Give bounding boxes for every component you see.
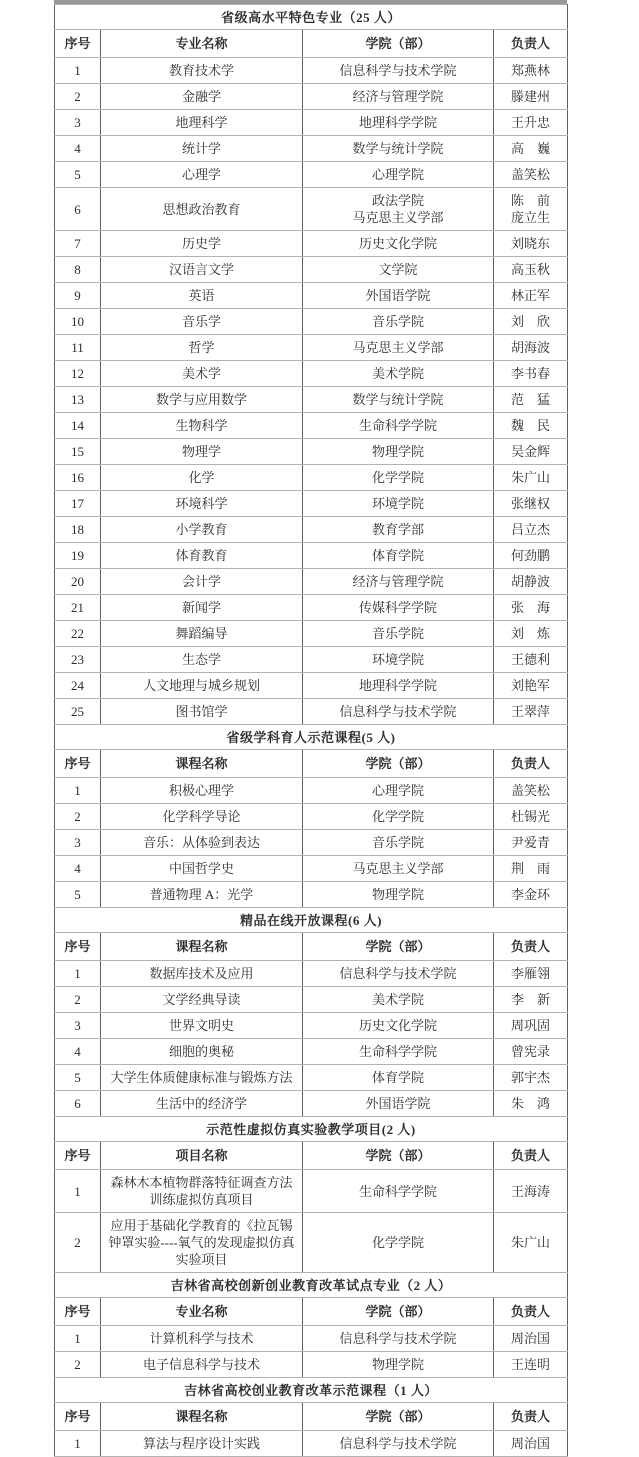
cell-index: 13: [55, 387, 101, 413]
cell-index: 8: [55, 257, 101, 283]
cell-college: 历史文化学院: [303, 231, 494, 257]
cell-college: 数学与统计学院: [303, 136, 494, 162]
cell-person: 胡静波: [494, 569, 568, 595]
column-header-cell-index: 序号: [55, 1298, 101, 1326]
cell-name: 化学: [101, 465, 303, 491]
cell-name: 生态学: [101, 647, 303, 673]
column-header-cell-name: 课程名称: [101, 933, 303, 961]
cell-name: 舞蹈编导: [101, 621, 303, 647]
cell-person: 曾宪录: [494, 1039, 568, 1065]
cell-college: 马克思主义学部: [303, 856, 494, 882]
cell-index: 24: [55, 673, 101, 699]
cell-person: 魏 民: [494, 413, 568, 439]
column-header-row: [55, 1142, 568, 1170]
cell-name: 大学生体质健康标准与锻炼方法: [101, 1065, 303, 1091]
cell-college: 传媒科学学院: [303, 595, 494, 621]
table-row: [55, 335, 568, 361]
table-row: [55, 595, 568, 621]
section-row: [55, 1273, 568, 1298]
cell-name: 统计学: [101, 136, 303, 162]
cell-name: 小学教育: [101, 517, 303, 543]
cell-person: 何劲鹏: [494, 543, 568, 569]
cell-name: 电子信息科学与技术: [101, 1352, 303, 1378]
table-row: [55, 778, 568, 804]
column-header-row: [55, 1403, 568, 1431]
cell-index: 3: [55, 110, 101, 136]
cell-person: 周巩固: [494, 1013, 568, 1039]
cell-person: 盖笑松: [494, 778, 568, 804]
cell-person: 李金环: [494, 882, 568, 908]
cell-college: 环境学院: [303, 647, 494, 673]
cell-college: 信息科学与技术学院: [303, 58, 494, 84]
column-header-row: [55, 1298, 568, 1326]
cell-index: 4: [55, 856, 101, 882]
cell-college: 地理科学学院: [303, 673, 494, 699]
cell-person: 张继权: [494, 491, 568, 517]
table-row: [55, 1431, 568, 1457]
cell-person: 朱 鸿: [494, 1091, 568, 1117]
cell-person: 高 巍: [494, 136, 568, 162]
cell-college: 生命科学学院: [303, 1039, 494, 1065]
table-row: [55, 961, 568, 987]
table-row: [55, 517, 568, 543]
column-header-cell-name: 课程名称: [101, 1403, 303, 1431]
cell-college: 音乐学院: [303, 621, 494, 647]
cell-college: 化学学院: [303, 1213, 494, 1273]
table-row: [55, 361, 568, 387]
column-header-cell-person: 负责人: [494, 1142, 568, 1170]
table-row: [55, 1091, 568, 1117]
cell-index: 4: [55, 136, 101, 162]
table-row: [55, 188, 568, 231]
cell-index: 9: [55, 283, 101, 309]
cell-index: 5: [55, 162, 101, 188]
cell-college: 数学与统计学院: [303, 387, 494, 413]
cell-index: 2: [55, 84, 101, 110]
cell-person: 刘 欣: [494, 309, 568, 335]
column-header-cell-index: 序号: [55, 750, 101, 778]
cell-college: 化学学院: [303, 465, 494, 491]
cell-college: 化学学院: [303, 804, 494, 830]
cell-name: 化学科学导论: [101, 804, 303, 830]
column-header-cell-college: 学院（部）: [303, 30, 494, 58]
column-header-cell-person: 负责人: [494, 750, 568, 778]
cell-college: 政法学院 马克思主义学部: [303, 188, 494, 231]
cell-college: 音乐学院: [303, 830, 494, 856]
column-header-row: [55, 933, 568, 961]
cell-index: 1: [55, 961, 101, 987]
table-row: [55, 1065, 568, 1091]
column-header-cell-college: 学院（部）: [303, 1403, 494, 1431]
cell-person: 胡海波: [494, 335, 568, 361]
cell-person: 滕建州: [494, 84, 568, 110]
cell-person: 范 猛: [494, 387, 568, 413]
cell-college: 生命科学学院: [303, 1170, 494, 1213]
table-row: [55, 1213, 568, 1273]
cell-college: 物理学院: [303, 882, 494, 908]
column-header-cell-index: 序号: [55, 1142, 101, 1170]
cell-name: 环境科学: [101, 491, 303, 517]
cell-index: 22: [55, 621, 101, 647]
cell-college: 生命科学学院: [303, 413, 494, 439]
cell-name: 数学与应用数学: [101, 387, 303, 413]
table-row: [55, 699, 568, 725]
cell-index: 1: [55, 1326, 101, 1352]
cell-index: 5: [55, 882, 101, 908]
column-header-cell-college: 学院（部）: [303, 933, 494, 961]
cell-college: 经济与管理学院: [303, 84, 494, 110]
cell-name: 数据库技术及应用: [101, 961, 303, 987]
cell-person: 吴金辉: [494, 439, 568, 465]
cell-name: 森林木本植物群落特征调查方法训练虚拟仿真项目: [101, 1170, 303, 1213]
cell-index: 1: [55, 1431, 101, 1457]
awards-table: [54, 4, 568, 1457]
cell-name: 物理学: [101, 439, 303, 465]
cell-name: 积极心理学: [101, 778, 303, 804]
table-row: [55, 673, 568, 699]
table-row: [55, 257, 568, 283]
cell-index: 7: [55, 231, 101, 257]
cell-index: 4: [55, 1039, 101, 1065]
section-row: [55, 1117, 568, 1142]
cell-person: 王海涛: [494, 1170, 568, 1213]
cell-person: 周治国: [494, 1326, 568, 1352]
cell-college: 心理学院: [303, 778, 494, 804]
cell-person: 高玉秋: [494, 257, 568, 283]
cell-index: 12: [55, 361, 101, 387]
cell-index: 6: [55, 1091, 101, 1117]
cell-name: 人文地理与城乡规划: [101, 673, 303, 699]
table-row: [55, 1039, 568, 1065]
cell-college: 地理科学学院: [303, 110, 494, 136]
cell-name: 地理科学: [101, 110, 303, 136]
cell-person: 吕立杰: [494, 517, 568, 543]
section-title: 示范性虚拟仿真实验教学项目(2 人): [55, 1117, 568, 1142]
column-header-cell-college: 学院（部）: [303, 1142, 494, 1170]
table-row: [55, 987, 568, 1013]
cell-name: 音乐学: [101, 309, 303, 335]
cell-index: 17: [55, 491, 101, 517]
column-header-cell-index: 序号: [55, 30, 101, 58]
cell-college: 物理学院: [303, 439, 494, 465]
cell-college: 环境学院: [303, 491, 494, 517]
cell-index: 2: [55, 1213, 101, 1273]
table-row: [55, 110, 568, 136]
table-row: [55, 830, 568, 856]
cell-person: 郑燕林: [494, 58, 568, 84]
cell-name: 英语: [101, 283, 303, 309]
cell-name: 哲学: [101, 335, 303, 361]
table-row: [55, 84, 568, 110]
cell-index: 2: [55, 987, 101, 1013]
cell-college: 外国语学院: [303, 283, 494, 309]
cell-index: 2: [55, 804, 101, 830]
cell-person: 杜锡光: [494, 804, 568, 830]
cell-name: 金融学: [101, 84, 303, 110]
table-row: [55, 1170, 568, 1213]
cell-name: 美术学: [101, 361, 303, 387]
section-title: 省级高水平特色专业（25 人）: [55, 5, 568, 30]
cell-college: 美术学院: [303, 987, 494, 1013]
cell-person: 郭宇杰: [494, 1065, 568, 1091]
table-row: [55, 413, 568, 439]
cell-college: 历史文化学院: [303, 1013, 494, 1039]
cell-college: 教育学部: [303, 517, 494, 543]
cell-person: 王升忠: [494, 110, 568, 136]
column-header-cell-name: 项目名称: [101, 1142, 303, 1170]
cell-index: 1: [55, 1170, 101, 1213]
table-row: [55, 856, 568, 882]
cell-college: 美术学院: [303, 361, 494, 387]
cell-index: 19: [55, 543, 101, 569]
cell-name: 汉语言文学: [101, 257, 303, 283]
cell-index: 15: [55, 439, 101, 465]
table-row: [55, 162, 568, 188]
cell-college: 体育学院: [303, 1065, 494, 1091]
cell-person: 刘晓东: [494, 231, 568, 257]
cell-index: 1: [55, 778, 101, 804]
cell-index: 1: [55, 58, 101, 84]
table-row: [55, 309, 568, 335]
cell-college: 外国语学院: [303, 1091, 494, 1117]
cell-college: 信息科学与技术学院: [303, 961, 494, 987]
table-row: [55, 439, 568, 465]
cell-name: 生活中的经济学: [101, 1091, 303, 1117]
table-row: [55, 882, 568, 908]
cell-person: 尹爱青: [494, 830, 568, 856]
cell-index: 3: [55, 830, 101, 856]
column-header-cell-person: 负责人: [494, 30, 568, 58]
cell-college: 信息科学与技术学院: [303, 699, 494, 725]
cell-name: 世界文明史: [101, 1013, 303, 1039]
cell-name: 生物科学: [101, 413, 303, 439]
table-row: [55, 58, 568, 84]
cell-name: 体育教育: [101, 543, 303, 569]
cell-person: 张 海: [494, 595, 568, 621]
section-row: [55, 1378, 568, 1403]
table-row: [55, 621, 568, 647]
cell-person: 周治国: [494, 1431, 568, 1457]
cell-name: 音乐：从体验到表达: [101, 830, 303, 856]
cell-name: 普通物理 A：光学: [101, 882, 303, 908]
cell-index: 10: [55, 309, 101, 335]
table-row: [55, 491, 568, 517]
column-header-cell-index: 序号: [55, 933, 101, 961]
table-row: [55, 136, 568, 162]
column-header-row: [55, 30, 568, 58]
table-row: [55, 1352, 568, 1378]
section-row: [55, 908, 568, 933]
cell-college: 经济与管理学院: [303, 569, 494, 595]
cell-index: 25: [55, 699, 101, 725]
cell-person: 林正军: [494, 283, 568, 309]
table-row: [55, 543, 568, 569]
cell-college: 信息科学与技术学院: [303, 1431, 494, 1457]
cell-name: 教育技术学: [101, 58, 303, 84]
awards-table-body: [55, 5, 568, 1457]
cell-name: 计算机科学与技术: [101, 1326, 303, 1352]
cell-index: 2: [55, 1352, 101, 1378]
cell-person: 李雁翎: [494, 961, 568, 987]
column-header-cell-person: 负责人: [494, 933, 568, 961]
cell-name: 新闻学: [101, 595, 303, 621]
section-title: 吉林省高校创业教育改革示范课程（1 人）: [55, 1378, 568, 1403]
section-row: [55, 725, 568, 750]
cell-college: 物理学院: [303, 1352, 494, 1378]
cell-name: 思想政治教育: [101, 188, 303, 231]
column-header-cell-person: 负责人: [494, 1298, 568, 1326]
cell-index: 14: [55, 413, 101, 439]
table-row: [55, 465, 568, 491]
cell-name: 图书馆学: [101, 699, 303, 725]
cell-college: 音乐学院: [303, 309, 494, 335]
cell-person: 朱广山: [494, 465, 568, 491]
cell-index: 21: [55, 595, 101, 621]
table-row: [55, 1326, 568, 1352]
cell-person: 李 新: [494, 987, 568, 1013]
column-header-cell-person: 负责人: [494, 1403, 568, 1431]
cell-college: 心理学院: [303, 162, 494, 188]
cell-name: 会计学: [101, 569, 303, 595]
cell-person: 盖笑松: [494, 162, 568, 188]
cell-college: 信息科学与技术学院: [303, 1326, 494, 1352]
table-row: [55, 569, 568, 595]
column-header-cell-name: 专业名称: [101, 30, 303, 58]
cell-index: 5: [55, 1065, 101, 1091]
cell-person: 朱广山: [494, 1213, 568, 1273]
cell-college: 马克思主义学部: [303, 335, 494, 361]
table-row: [55, 283, 568, 309]
cell-college: 文学院: [303, 257, 494, 283]
cell-person: 王翠萍: [494, 699, 568, 725]
cell-person: 陈 前 庞立生: [494, 188, 568, 231]
column-header-cell-index: 序号: [55, 1403, 101, 1431]
table-row: [55, 647, 568, 673]
section-title: 省级学科育人示范课程(5 人): [55, 725, 568, 750]
cell-name: 历史学: [101, 231, 303, 257]
table-row: [55, 387, 568, 413]
cell-name: 文学经典导读: [101, 987, 303, 1013]
column-header-cell-name: 专业名称: [101, 1298, 303, 1326]
column-header-row: [55, 750, 568, 778]
cell-name: 心理学: [101, 162, 303, 188]
cell-person: 刘艳军: [494, 673, 568, 699]
cell-name: 算法与程序设计实践: [101, 1431, 303, 1457]
cell-index: 3: [55, 1013, 101, 1039]
cell-person: 刘 炼: [494, 621, 568, 647]
cell-name: 细胞的奥秘: [101, 1039, 303, 1065]
column-header-cell-college: 学院（部）: [303, 750, 494, 778]
section-title: 吉林省高校创新创业教育改革试点专业（2 人）: [55, 1273, 568, 1298]
table-row: [55, 804, 568, 830]
cell-person: 荆 雨: [494, 856, 568, 882]
cell-name: 中国哲学史: [101, 856, 303, 882]
cell-college: 体育学院: [303, 543, 494, 569]
table-row: [55, 1013, 568, 1039]
cell-person: 王连明: [494, 1352, 568, 1378]
cell-name: 应用于基础化学教育的《拉瓦锡钟罩实验----氧气的发现虚拟仿真实验项目: [101, 1213, 303, 1273]
cell-person: 王德利: [494, 647, 568, 673]
cell-index: 18: [55, 517, 101, 543]
table-row: [55, 231, 568, 257]
column-header-cell-name: 课程名称: [101, 750, 303, 778]
cell-index: 6: [55, 188, 101, 231]
cell-index: 20: [55, 569, 101, 595]
column-header-cell-college: 学院（部）: [303, 1298, 494, 1326]
section-title: 精品在线开放课程(6 人): [55, 908, 568, 933]
section-row: [55, 5, 568, 30]
cell-index: 11: [55, 335, 101, 361]
cell-index: 23: [55, 647, 101, 673]
cell-index: 16: [55, 465, 101, 491]
cell-person: 李书春: [494, 361, 568, 387]
